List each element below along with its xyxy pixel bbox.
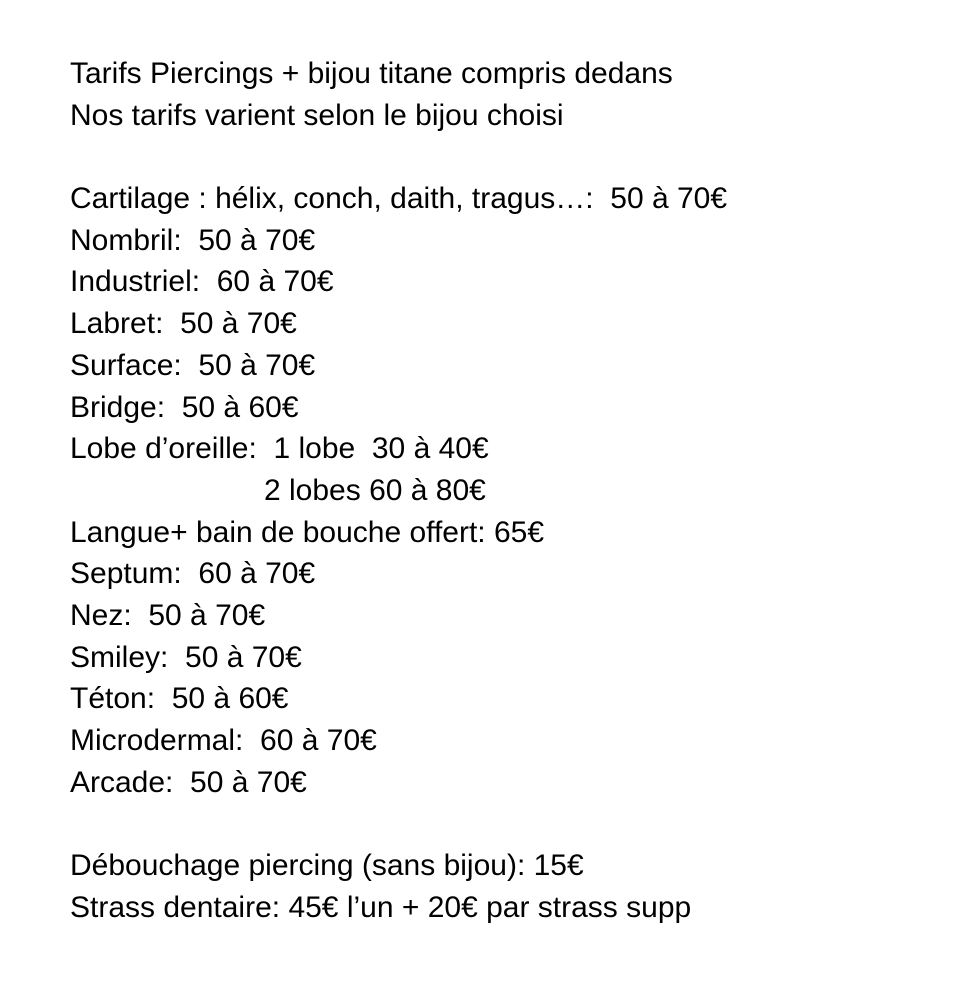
price-list-subtitle: Nos tarifs varient selon le bijou choisi: [70, 98, 564, 132]
price-nez: Nez: 50 à 70€: [70, 598, 266, 632]
price-strass-dentaire: Strass dentaire: 45€ l’un + 20€ par strass supp: [70, 890, 692, 924]
price-debouchage: Débouchage piercing (sans bijou): 15€: [70, 849, 584, 883]
price-microdermal: Microdermal: 60 à 70€: [70, 724, 377, 757]
price-labret: Labret: 50 à 70€: [70, 307, 297, 341]
price-surface: Surface: 50 à 70€: [70, 348, 316, 382]
price-septum: Septum: 60 à 70€: [70, 557, 316, 591]
price-lobe-one: Lobe d’oreille: 1 lobe 30 à 40€: [70, 432, 489, 466]
price-nombril: Nombril: 50 à 70€: [70, 223, 316, 257]
price-bridge: Bridge: 50 à 60€: [70, 390, 299, 424]
price-list-title: Tarifs Piercings + bijou titane compris dedans: [70, 57, 673, 90]
price-langue: Langue+ bain de bouche offert: 65€: [70, 515, 545, 549]
price-industriel: Industriel: 60 à 70€: [70, 265, 334, 299]
price-smiley: Smiley: 50 à 70€: [70, 640, 302, 674]
price-cartilage: Cartilage : hélix, conch, daith, tragus…: 50 à 70€: [70, 182, 728, 216]
spacer: [70, 136, 950, 178]
price-list-document: [70, 53, 950, 928]
price-arcade: Arcade: 50 à 70€: [70, 765, 307, 799]
spacer: [70, 803, 950, 845]
price-teton: Téton: 50 à 60€: [70, 682, 289, 716]
price-lobe-two: 2 lobes 60 à 80€: [264, 473, 486, 507]
